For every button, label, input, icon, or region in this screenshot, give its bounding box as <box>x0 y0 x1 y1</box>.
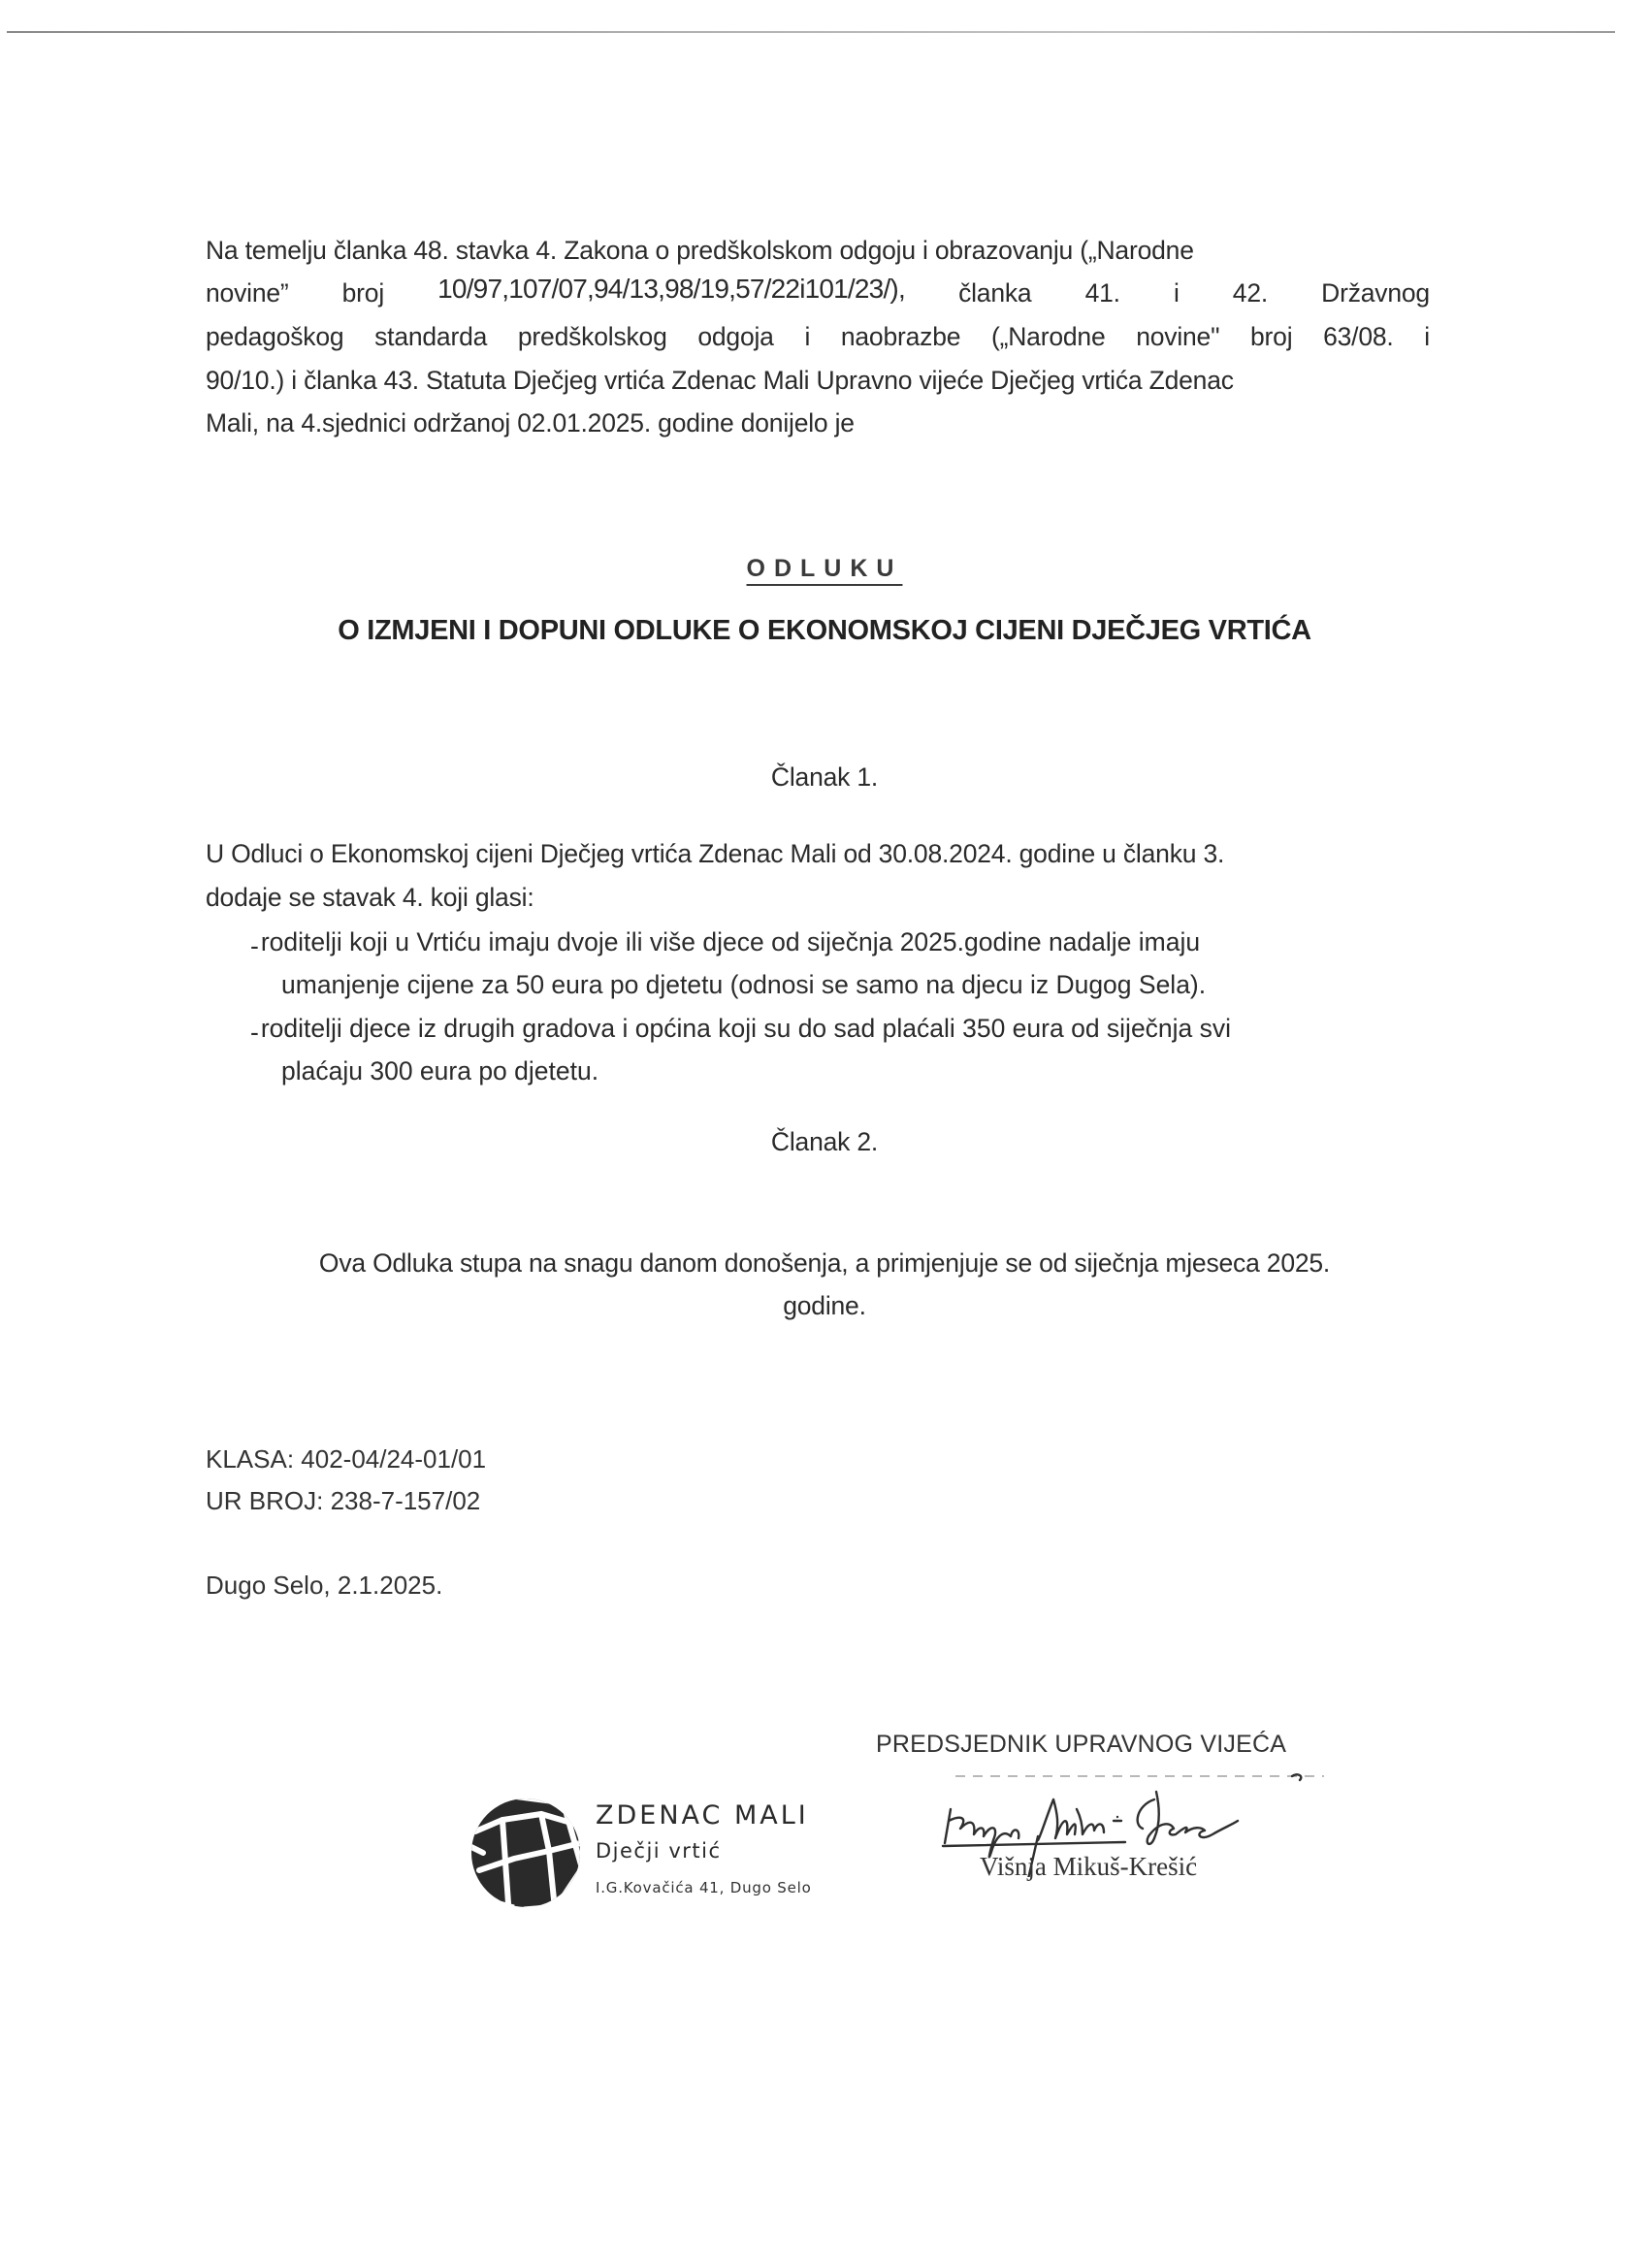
preamble-word: i <box>1173 278 1180 308</box>
preamble-word: standarda <box>374 322 488 351</box>
preamble-word: i <box>804 322 811 351</box>
preamble-word: 42. <box>1232 278 1269 308</box>
place-date: Dugo Selo, 2.1.2025. <box>206 1571 443 1600</box>
preamble-word: („Narodne <box>990 322 1106 351</box>
preamble-word: predškolskog <box>517 322 667 351</box>
scan-top-rule <box>7 31 1615 33</box>
preamble-line-5 <box>206 402 855 445</box>
decision-title: O IZMJENI I DOPUNI ODLUKE O EKONOMSKOJ CIJENI DJEČJEG VRTIĆA <box>338 615 1311 646</box>
klasa: KLASA: 402-04/24-01/01 <box>206 1444 487 1474</box>
preamble-word: članka <box>958 278 1032 308</box>
list-item-text: roditelji djece iz drugih gradova i općina koji su do sad plaćali 350 eura od siječnja svi <box>260 1014 1232 1043</box>
bullet-marker: - <box>250 1018 259 1047</box>
stamp-name: ZDENAC MALI <box>596 1800 809 1831</box>
preamble-word: pedagoškog <box>206 322 344 351</box>
preamble-line-2 <box>206 272 1430 315</box>
article-2-text-line-1: Ova Odluka stupa na snagu danom donošenja, a primjenjuje se od siječnja mjeseca 2025. <box>318 1248 1331 1278</box>
article-2-heading: Članak 2. <box>770 1127 879 1156</box>
signer-name: Višnja Mikuš-Krešić <box>980 1852 1198 1881</box>
article-1-heading: Članak 1. <box>770 762 879 792</box>
decision-label-wrap <box>0 555 1649 583</box>
preamble-word: i <box>1424 322 1430 351</box>
preamble-text: Na temelju članka 48. stavka 4. Zakona o predškolskom odgoju i obrazovanju („Narodne <box>206 236 1194 265</box>
stamp-address: I.G.Kovačića 41, Dugo Selo <box>596 1879 812 1896</box>
article-1-intro-line-2: dodaje se stavak 4. koji glasi: <box>206 883 534 912</box>
preamble-line-1 <box>206 229 1194 273</box>
stamp-subtitle: Dječji vrtić <box>596 1839 722 1863</box>
list-item-continuation: plaćaju 300 eura po djetetu. <box>281 1056 599 1085</box>
preamble-word: broj <box>341 278 385 308</box>
preamble-text: Mali, na 4.sjednici održanoj 02.01.2025. godine donijelo je <box>206 408 855 437</box>
preamble-word: odgoja <box>697 322 774 351</box>
signature-role: PREDSJEDNIK UPRAVNOG VIJEĆA <box>876 1731 1287 1758</box>
ur-broj: UR BROJ: 238-7-157/02 <box>206 1486 481 1515</box>
article-1-intro-line-1: U Odluci o Ekonomskoj cijeni Dječjeg vrtića Zdenac Mali od 30.08.2024. godine u članku 3. <box>206 839 1225 868</box>
preamble-word: Državnog <box>1321 278 1430 308</box>
preamble-word: 10/97,107/07,94/13,98/19,57/22i101/23/), <box>437 274 905 304</box>
decision-label: ODLUKU <box>746 555 903 582</box>
preamble-word: broj <box>1250 322 1293 351</box>
article-2-text-line-2: godine. <box>783 1291 866 1320</box>
preamble-line-3 <box>206 315 1430 359</box>
preamble-word: naobrazbe <box>840 322 961 351</box>
list-item <box>250 1007 1231 1051</box>
preamble-text: 90/10.) i članka 43. Statuta Dječjeg vrtića Zdenac Mali Upravno vijeće Dječjeg vrtića Zdenac <box>206 366 1234 395</box>
list-item-text: roditelji koji u Vrtiću imaju dvoje ili više djece od siječnja 2025.godine nadalje imaju <box>260 927 1201 956</box>
kindergarten-logo-icon <box>466 1795 592 1911</box>
preamble-word: novine” <box>206 278 289 308</box>
preamble-word: 41. <box>1084 278 1120 308</box>
list-item <box>250 921 1200 964</box>
preamble-word: novine" <box>1136 322 1220 351</box>
list-item-continuation: umanjenje cijene za 50 eura po djetetu (odnosi se samo na djecu iz Dugog Sela). <box>281 970 1207 999</box>
bullet-marker: - <box>250 931 259 960</box>
preamble-line-4 <box>206 359 1234 403</box>
preamble-word: 63/08. <box>1323 322 1394 351</box>
